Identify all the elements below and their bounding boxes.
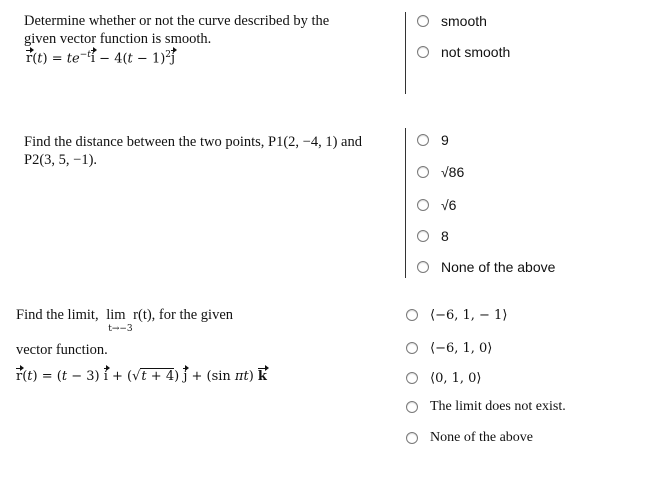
question-3-part-1: Find the limit, [16, 307, 99, 323]
question-2-prompt [24, 133, 362, 169]
radio-button[interactable] [417, 15, 429, 27]
option-label: √6 [441, 197, 457, 213]
radio-button[interactable] [406, 401, 418, 413]
limit-text: lim [106, 307, 126, 323]
option-label: √86 [441, 164, 465, 180]
radio-button[interactable] [406, 342, 418, 354]
option-label: The limit does not exist. [430, 399, 566, 414]
option-label: ⟨0, 1, 0⟩ [430, 370, 482, 386]
radio-button[interactable] [406, 372, 418, 384]
question-3-option-3[interactable] [406, 368, 482, 388]
option-label: smooth [441, 13, 487, 29]
radio-button[interactable] [417, 134, 429, 146]
option-label: None of the above [441, 259, 556, 275]
radio-button[interactable] [406, 432, 418, 444]
option-label: None of the above [430, 430, 534, 445]
question-1-prompt [24, 12, 329, 48]
question-1-line-2: given vector function is smooth. [24, 31, 212, 47]
radio-button[interactable] [417, 166, 429, 178]
radio-button[interactable] [417, 46, 429, 58]
option-label: ⟨−6, 1, 0⟩ [430, 340, 493, 356]
question-3-prompt-line-1 [16, 306, 234, 334]
option-label: not smooth [441, 44, 511, 60]
question-1-formula: $r(t) = te^{-t}i - 4(t - 1)^2j$ [26, 50, 176, 67]
question-3-option-1[interactable] [406, 305, 507, 325]
option-label: ⟨−6, 1, − 1⟩ [430, 307, 508, 323]
question-3-prompt-line-2: vector function. [16, 342, 108, 358]
question-3-part-2: r(t), for the given [133, 307, 234, 323]
question-3-option-5[interactable] [406, 428, 533, 448]
question-3-option-2[interactable] [406, 338, 492, 358]
question-1-option-2[interactable] [417, 42, 510, 62]
question-2-line-1: Find the distance between the two points, P1(2, −4, 1) and [24, 134, 362, 150]
question-2-option-1[interactable] [417, 130, 449, 150]
radio-button[interactable] [406, 309, 418, 321]
limit-subscript: t→−3 [108, 324, 133, 334]
limit-operator [106, 306, 133, 334]
question-3-option-4[interactable] [406, 397, 566, 417]
option-label: 9 [441, 132, 449, 148]
option-label: 8 [441, 228, 449, 244]
question-1-option-1[interactable] [417, 11, 487, 31]
question-3-formula: r(t) = (t − 3) i + (√t + 4) j + (sin πt) k [16, 369, 267, 384]
question-2-option-5[interactable] [417, 257, 555, 277]
radio-button[interactable] [417, 230, 429, 242]
question-2-option-4[interactable] [417, 226, 449, 246]
radio-button[interactable] [417, 199, 429, 211]
question-1-line-1: Determine whether or not the curve described by the [24, 13, 330, 29]
radio-button[interactable] [417, 261, 429, 273]
question-2-divider [405, 128, 406, 278]
question-1-divider [405, 12, 406, 94]
question-2-option-2[interactable] [417, 162, 464, 182]
question-2-line-2: P2(3, 5, −1). [24, 152, 98, 168]
question-2-option-3[interactable] [417, 195, 456, 215]
